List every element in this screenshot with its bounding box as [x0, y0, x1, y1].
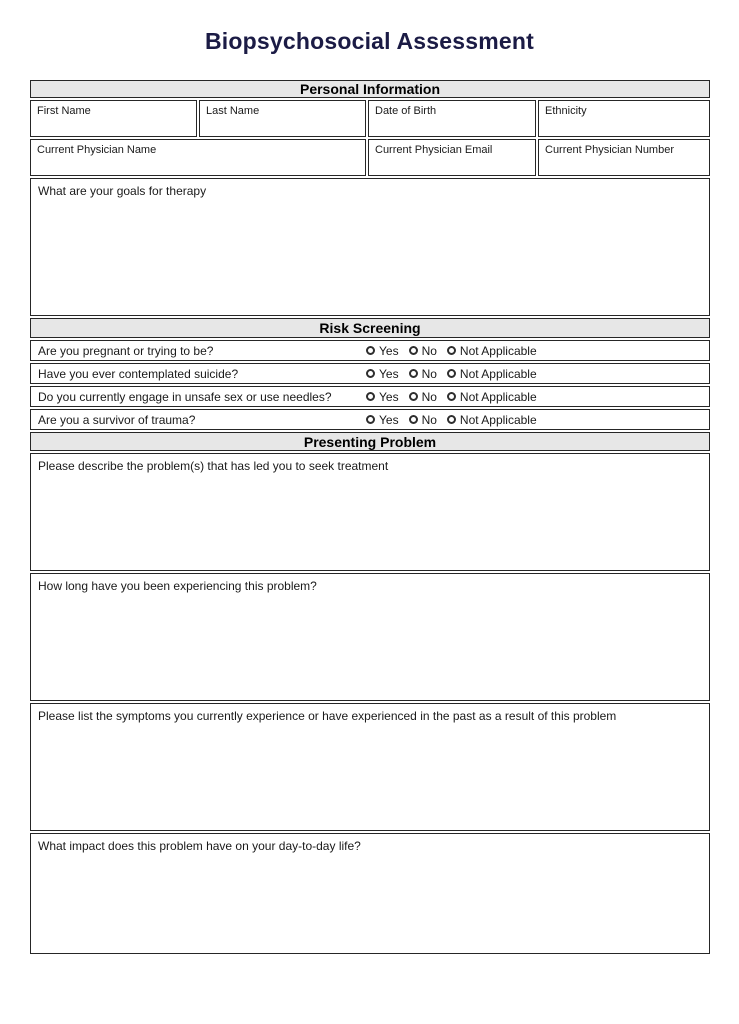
radio-circle-icon[interactable] — [447, 369, 456, 378]
therapy-goals-textarea[interactable] — [30, 178, 710, 316]
symptoms-label: Please list the symptoms you currently experience or have experienced in the past as a result of this problem — [38, 709, 617, 723]
physician-email-field[interactable] — [368, 139, 536, 176]
radio-option-yes[interactable] — [366, 413, 399, 427]
risk-question-row-trauma — [30, 409, 710, 430]
radio-label-no: No — [421, 389, 437, 404]
risk-question-text: Do you currently engage in unsafe sex or use needles? — [38, 389, 332, 404]
page-title: Biopsychosocial Assessment — [204, 28, 535, 54]
symptoms-textarea[interactable] — [30, 703, 710, 831]
radio-option-not-applicable[interactable] — [447, 344, 537, 358]
radio-circle-icon[interactable] — [447, 346, 456, 355]
radio-label-not-applicable: Not Applicable — [459, 412, 537, 427]
last-name-field[interactable] — [199, 100, 366, 137]
radio-group — [366, 387, 537, 406]
risk-question-row-pregnant — [30, 340, 710, 361]
section-header-personal-information: Personal Information — [30, 80, 710, 98]
first-name-field[interactable] — [30, 100, 197, 137]
radio-circle-icon[interactable] — [366, 369, 375, 378]
radio-option-not-applicable[interactable] — [447, 413, 537, 427]
therapy-goals-label: What are your goals for therapy — [38, 184, 207, 198]
personal-info-row-2 — [30, 139, 710, 176]
describe-problem-label: Please describe the problem(s) that has led you to seek treatment — [38, 459, 389, 473]
risk-question-text: Are you a survivor of trauma? — [38, 412, 196, 427]
radio-label-yes: Yes — [379, 412, 399, 427]
radio-circle-icon[interactable] — [366, 392, 375, 401]
radio-label-no: No — [421, 412, 437, 427]
radio-label-not-applicable: Not Applicable — [459, 343, 537, 358]
daily-impact-textarea[interactable] — [30, 833, 710, 954]
risk-question-row-suicide — [30, 363, 710, 384]
physician-email-label: Current Physician Email — [375, 144, 493, 156]
radio-label-no: No — [421, 366, 437, 381]
radio-label-no: No — [421, 343, 437, 358]
personal-info-row-1 — [30, 100, 710, 137]
radio-option-no[interactable] — [409, 413, 437, 427]
radio-option-yes[interactable] — [366, 390, 399, 404]
radio-label-not-applicable: Not Applicable — [459, 389, 537, 404]
physician-name-label: Current Physician Name — [37, 144, 157, 156]
assessment-form — [30, 80, 710, 954]
ethnicity-label: Ethnicity — [545, 105, 587, 117]
last-name-label: Last Name — [206, 105, 260, 117]
radio-option-yes[interactable] — [366, 367, 399, 381]
physician-number-field[interactable] — [538, 139, 710, 176]
describe-problem-textarea[interactable] — [30, 453, 710, 571]
radio-circle-icon[interactable] — [409, 392, 418, 401]
ethnicity-field[interactable] — [538, 100, 710, 137]
risk-question-row-unsafe-sex-needles — [30, 386, 710, 407]
section-header-risk-screening: Risk Screening — [30, 318, 710, 338]
risk-question-text: Have you ever contemplated suicide? — [38, 366, 239, 381]
section-header-presenting-problem: Presenting Problem — [30, 432, 710, 451]
radio-label-yes: Yes — [379, 343, 399, 358]
radio-circle-icon[interactable] — [447, 392, 456, 401]
problem-duration-label: How long have you been experiencing this problem? — [38, 579, 317, 593]
radio-group — [366, 341, 537, 360]
radio-circle-icon[interactable] — [447, 415, 456, 424]
date-of-birth-field[interactable] — [368, 100, 536, 137]
radio-label-yes: Yes — [379, 366, 399, 381]
radio-circle-icon[interactable] — [366, 346, 375, 355]
problem-duration-textarea[interactable] — [30, 573, 710, 701]
radio-circle-icon[interactable] — [409, 369, 418, 378]
radio-option-no[interactable] — [409, 390, 437, 404]
physician-name-field[interactable] — [30, 139, 366, 176]
risk-question-text: Are you pregnant or trying to be? — [38, 343, 214, 358]
radio-circle-icon[interactable] — [409, 346, 418, 355]
radio-option-not-applicable[interactable] — [447, 367, 537, 381]
radio-group — [366, 364, 537, 383]
radio-label-yes: Yes — [379, 389, 399, 404]
radio-circle-icon[interactable] — [366, 415, 375, 424]
daily-impact-label: What impact does this problem have on your day-to-day life? — [38, 839, 361, 853]
physician-number-label: Current Physician Number — [545, 144, 674, 156]
radio-label-not-applicable: Not Applicable — [459, 366, 537, 381]
radio-option-yes[interactable] — [366, 344, 399, 358]
radio-option-no[interactable] — [409, 344, 437, 358]
date-of-birth-label: Date of Birth — [375, 105, 437, 117]
radio-option-not-applicable[interactable] — [447, 390, 537, 404]
radio-circle-icon[interactable] — [409, 415, 418, 424]
radio-option-no[interactable] — [409, 367, 437, 381]
radio-group — [366, 410, 537, 429]
first-name-label: First Name — [37, 105, 91, 117]
